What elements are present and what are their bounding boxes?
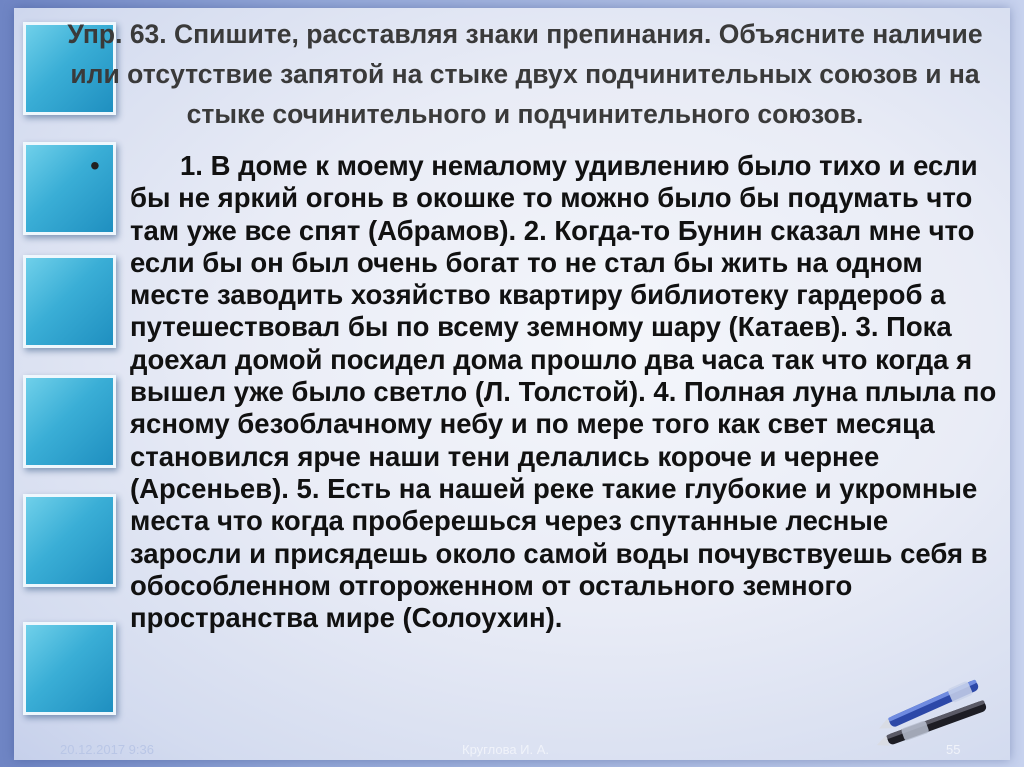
slide-title: Упр. 63. Спишите, расставляя знаки препинания. Объясните наличие или отсутствие запятой на стыке двух подчинительных союзов и на стыке сочинительного и подчинительного союзов. <box>67 19 983 129</box>
decor-square-icon <box>23 375 116 468</box>
page-number: 55 <box>946 742 961 757</box>
decor-square-icon <box>23 142 116 235</box>
footer-date: 20.12.2017 9:36 <box>60 742 154 757</box>
bullet-marker: • <box>90 150 100 181</box>
decor-square-icon <box>23 622 116 715</box>
decor-square-icon <box>23 494 116 587</box>
decor-square-icon <box>23 255 116 348</box>
pens-icon <box>870 668 1010 748</box>
exercise-text: 1. В доме к моему немалому удивлению было тихо и если бы не яркий огонь в окошке то можно было бы подумать что там уже все спят (Абрамов). 2. Когда-то Бунин сказал мне что если бы он был очень богат то не стал бы жить на одном месте заводить хозяйство квартиру библиотеку гардероб а путешествовал бы по всему земному шару (Катаев). 3. Пока доехал домой посидел дома прошло два часа так что когда я вышел уже было светло (Л. Толстой). 4. Полная луна плыла по ясному безоблачному небу и по мере того как свет месяца становился ярче наши тени делались короче и чернее (Арсеньев). 5. Есть на нашей реке такие глубокие и укромные места что когда проберешься через спутанные лесные заросли и присядешь около самой воды почувствуешь себя в обособленном отгороженном от остального земного пространства мире (Солоухин). <box>130 150 997 634</box>
footer-author: Круглова И. А. <box>462 742 550 757</box>
